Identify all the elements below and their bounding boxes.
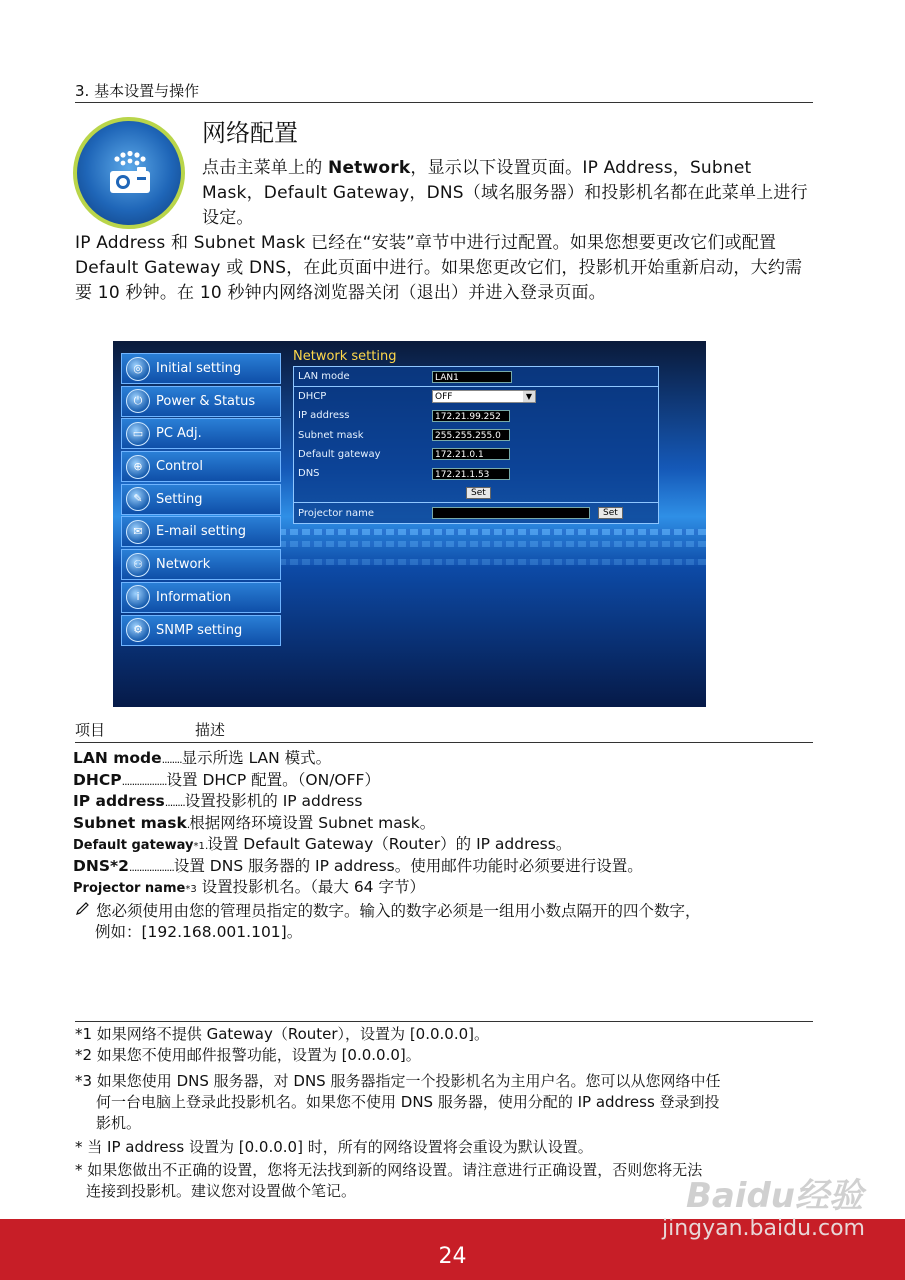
network-camera-icon bbox=[73, 117, 185, 229]
field-row-subnet-mask: Subnet mask 255.255.255.0 bbox=[294, 426, 658, 445]
panel-title: Network setting bbox=[293, 349, 397, 364]
field-row-dns: DNS 172.21.1.53 bbox=[294, 464, 658, 483]
column-header-description: 描述 bbox=[195, 721, 226, 739]
table-row: DHCP .................. 设置 DHCP 配置。（ON/OFF） bbox=[73, 770, 380, 789]
sidebar-item-setting[interactable]: ✎ Setting bbox=[121, 484, 281, 515]
sidebar-item-email-setting[interactable]: ✉ E-mail setting bbox=[121, 516, 281, 547]
projector-set-button[interactable]: Set bbox=[598, 507, 623, 519]
table-rule bbox=[75, 742, 813, 743]
table-row: Subnet mask . 根据网络环境设置 Subnet mask。 bbox=[73, 813, 436, 832]
mail-icon: ✉ bbox=[126, 520, 150, 544]
watermark-logo: Baidu经验 bbox=[685, 1176, 863, 1216]
field-row-projector-name: Projector name Set bbox=[294, 503, 658, 523]
footnote-1: *1 如果网络不提供 Gateway（Router），设置为 [0.0.0.0]。 bbox=[75, 1025, 490, 1043]
lan-mode-value: LAN1 bbox=[432, 371, 512, 383]
column-header-item: 项目 bbox=[75, 721, 106, 739]
field-row-default-gateway: Default gateway 172.21.0.1 bbox=[294, 445, 658, 464]
pencil-icon bbox=[75, 902, 91, 916]
info-icon: i bbox=[126, 585, 150, 609]
footnote-4: * 当 IP address 设置为 [0.0.0.0] 时，所有的网络设置将会重设为默认设置。 bbox=[75, 1138, 593, 1156]
intro-paragraph-1: 点击主菜单上的 Network，显示以下设置页面。IP Address，Subnet Mask，Default Gateway，DNS（域名服务器）和投影机名都在此菜单上进行设定。 bbox=[202, 158, 808, 228]
page-number: 24 bbox=[438, 1244, 467, 1269]
table-row: Default gateway *1 . 设置 Default Gateway（Router）的 IP address。 bbox=[73, 835, 572, 853]
decor-stripe bbox=[278, 559, 706, 565]
default-gateway-input[interactable]: 172.21.0.1 bbox=[432, 448, 510, 460]
field-row-lan-mode: LAN mode LAN1 bbox=[294, 367, 658, 386]
pc-icon: ▭ bbox=[126, 422, 150, 446]
footnote-5: * 如果您做出不正确的设置，您将无法找到新的网络设置。请注意进行正确设置，否则您将无法 连接到投影机。建议您对设置做个笔记。 bbox=[75, 1161, 703, 1200]
sidebar-item-pc-adj[interactable]: ▭ PC Adj. bbox=[121, 418, 281, 449]
decor-stripe bbox=[278, 529, 706, 535]
control-icon: ⊕ bbox=[126, 455, 150, 479]
table-row: Projector name *3 设置投影机名。（最大 64 字节） bbox=[73, 878, 425, 896]
power-icon: ⏻ bbox=[126, 389, 150, 413]
initial-setting-icon: ◎ bbox=[126, 357, 150, 381]
sidebar-item-information[interactable]: i Information bbox=[121, 582, 281, 613]
field-row-dhcp: DHCP OFF ▼ bbox=[294, 387, 658, 406]
network-setting-panel bbox=[293, 349, 659, 524]
field-row-ip-address: IP address 172.21.99.252 bbox=[294, 406, 658, 425]
table-row: IP address ........ 设置投影机的 IP address bbox=[73, 792, 363, 810]
footnote-2: *2 如果您不使用邮件报警功能，设置为 [0.0.0.0]。 bbox=[75, 1046, 421, 1064]
sidebar-menu bbox=[121, 353, 281, 647]
network-icon: ⚇ bbox=[126, 553, 150, 577]
note: 您必须使用由您的管理员指定的数字。输入的数字必须是一组用小数点隔开的四个数字， 例如：[192.168.001.101]。 bbox=[75, 901, 805, 943]
section-header: 3. 基本设置与操作 bbox=[75, 82, 200, 100]
network-term: Network bbox=[328, 158, 411, 178]
footnote-rule bbox=[75, 1021, 813, 1022]
sidebar-item-snmp-setting[interactable]: ⚙ SNMP setting bbox=[121, 615, 281, 646]
ip-fields-box bbox=[293, 387, 659, 503]
set-row bbox=[294, 483, 658, 502]
intro-paragraph-2: IP Address 和 Subnet Mask 已经在“安装”章节中进行过配置。如果您想要更改它们或配置 Default Gateway 或 DNS，在此页面中进行。如果您更改它们，投影机开始重新启动，大约需要 10 秒钟。在 10 秒钟内网络浏览器关闭（退出）并进入登录页面。 bbox=[75, 233, 803, 303]
projector-name-input[interactable] bbox=[432, 507, 590, 519]
ip-address-input[interactable]: 172.21.99.252 bbox=[432, 410, 510, 422]
chevron-down-icon: ▼ bbox=[523, 391, 535, 402]
watermark-url: jingyan.baidu.com bbox=[661, 1216, 865, 1241]
network-setting-screenshot bbox=[113, 341, 706, 707]
projector-name-box bbox=[293, 503, 659, 524]
footnote-3: *3 如果您使用 DNS 服务器，对 DNS 服务器指定一个投影机名为主用户名。您可以从您网络中任 何一台电脑上登录此投影机名。如果您不使用 DNS 服务器，使用分配的 IP address 登录到投 影机。 bbox=[75, 1072, 721, 1132]
settings-table bbox=[73, 746, 813, 897]
page-title: 网络配置 bbox=[202, 119, 298, 147]
set-button[interactable]: Set bbox=[466, 487, 491, 499]
header-rule bbox=[75, 102, 813, 103]
table-row: DNS *2 .................. 设置 DNS 服务器的 IP address。使用邮件功能时必须要进行设置。 bbox=[73, 856, 643, 875]
decor-stripe bbox=[278, 541, 706, 547]
sidebar-item-initial-setting[interactable]: ◎ Initial setting bbox=[121, 353, 281, 384]
subnet-mask-input[interactable]: 255.255.255.0 bbox=[432, 429, 510, 441]
table-row: LAN mode ........ 显示所选 LAN 模式。 bbox=[73, 749, 332, 767]
dns-input[interactable]: 172.21.1.53 bbox=[432, 468, 510, 480]
network-fields-box bbox=[293, 366, 659, 387]
sidebar-item-network[interactable]: ⚇ Network bbox=[121, 549, 281, 580]
sidebar-item-control[interactable]: ⊕ Control bbox=[121, 451, 281, 482]
snmp-icon: ⚙ bbox=[126, 618, 150, 642]
wrench-icon: ✎ bbox=[126, 487, 150, 511]
sidebar-item-power-status[interactable]: ⏻ Power & Status bbox=[121, 386, 281, 417]
dhcp-select[interactable]: OFF ▼ bbox=[432, 390, 536, 403]
